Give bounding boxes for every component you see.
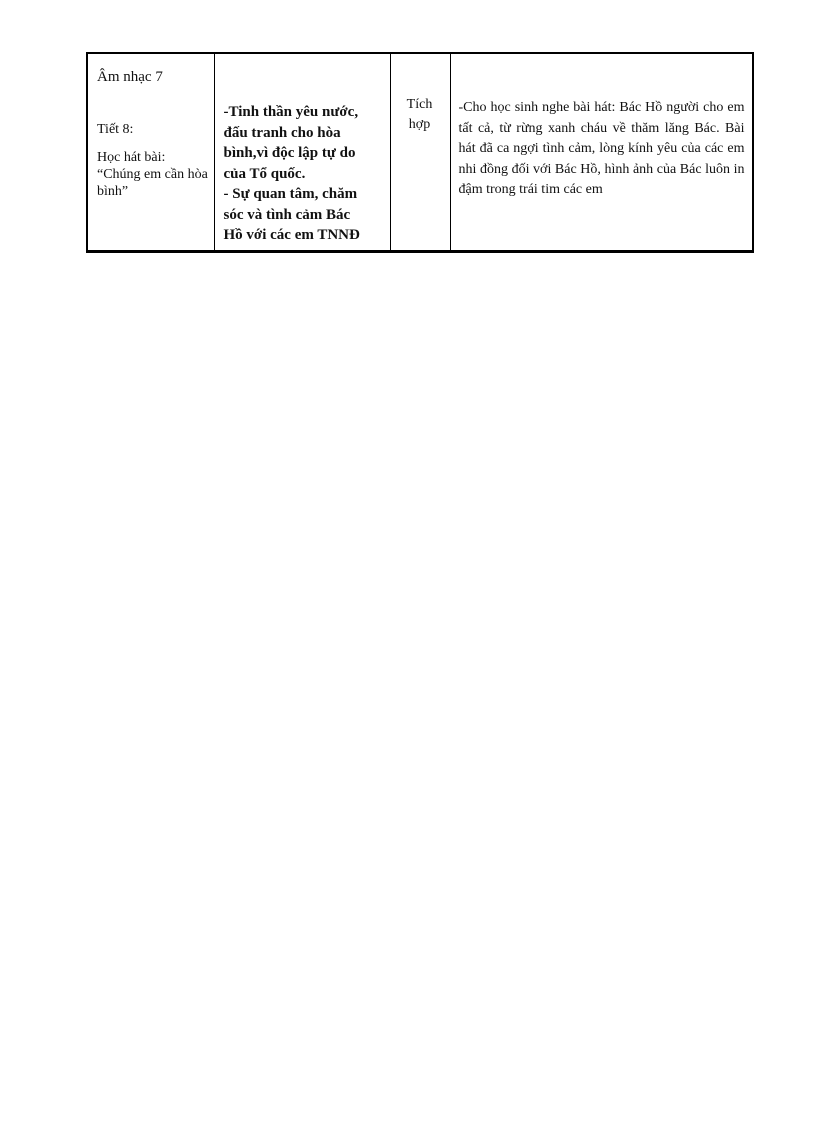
content-text: -Cho học sinh nghe bài hát: Bác Hồ người cho em tất cả, từ rừng xanh cháu về thăm lăng Bác. Bài hát đã ca ngợi tình cảm, lòng kính yêu của các em nhi đồng đối với Bác Hồ, hình ảnh của Bác luôn in đậm trong trái tim các em — [458, 100, 745, 198]
method-cell — [390, 53, 450, 252]
content-cell — [450, 53, 753, 252]
subject-title: Âm nhạc 7 — [97, 69, 163, 85]
objectives-cell — [214, 53, 390, 252]
period-label: Tiết 8: — [97, 122, 134, 137]
subject-cell — [87, 53, 214, 252]
objectives-text: -Tinh thần yêu nước, đấu tranh cho hòa bình,vì độc lập tự do của Tổ quốc. - Sự quan tâm, chăm sóc và tình cảm Bác Hồ với các em TNNĐ — [223, 104, 360, 243]
song-title: Học hát bài: “Chúng em cần hòa bình” — [97, 150, 208, 199]
method-text: Tích hợp — [406, 97, 433, 132]
table-row — [87, 53, 753, 252]
lesson-table — [86, 52, 754, 253]
